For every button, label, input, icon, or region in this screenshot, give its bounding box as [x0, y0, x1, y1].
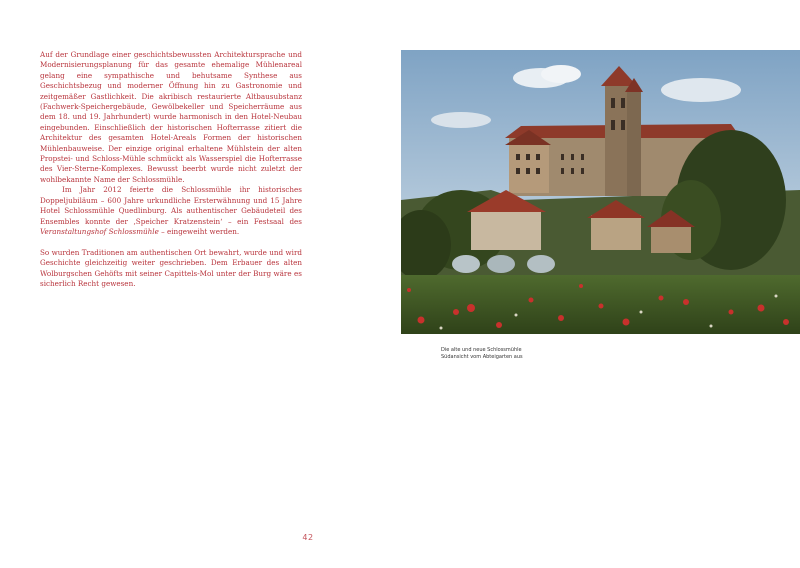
- paragraph-2: [40, 185, 302, 237]
- photo-caption: [441, 347, 641, 361]
- caption-line-1: Die alte und neue Schlossmühle: [441, 347, 522, 353]
- castle-photo-illustration: [401, 50, 800, 334]
- paragraph-2-end: – eingeweiht werden.: [158, 226, 240, 236]
- paragraph-1: Auf der Grundlage einer geschichtsbewussten Architektursprache und Modernisierungsplanung für das gesamte ehemalige Mühlenareal gelang eine sympathische und behutsame Synthese aus Geschichtsbezug und moderner Öffnung hin zu Gastronomie und zeitgemäßer Gastlichkeit. Die akribisch restaurierte Altbausubstanz (Fachwerk-Speichergebäude, Gewölbekeller und Speicherräume aus dem 18. und 19. Jahrhundert) wurde harmonisch in den Hotel-Neubau eingebunden. Einschließlich der historischen Hofterrasse zitiert die Architektur des gesamten Hotel-Areals Formen der historischen Mühlenbauweise. Der einzige original erhaltene Mühlstein der alten Propstei- und Schloss-Mühle schmückt als Wasserspiel die Hofterrasse des Vier-Sterne-Komplexes. Bewusst beerbt wurde nicht zuletzt der wohlbekannte Name der Schlossmühle.: [40, 50, 302, 184]
- paragraph-2-italic-title: Veranstaltungshof Schlossmühle: [40, 226, 159, 236]
- caption-line-2: Südansicht vom Abteigarten aus: [441, 354, 523, 360]
- body-text-column: [40, 50, 302, 289]
- paragraph-2-start: Im Jahr 2012 feierte die Schlossmühle ihr historisches Doppeljubiläum – 600 Jahre urkundliche Ersterwähnung und 15 Jahre Hotel Schlossmühle Quedlinburg. Als authentischer Gebäudeteil des Ensembles konnte der ‚Speicher Kratzenstein‘ – ein Festsaal des: [40, 185, 302, 226]
- paragraph-3: So wurden Traditionen am authentischen Ort bewahrt, wurde und wird Geschichte gleichzeitig weiter geschrieben. Dem Erbauer des alten Wolburgschen Gehöfts mit seiner Capittels-Mol unter der Burg wäre es sicherlich Recht gewesen.: [40, 247, 302, 288]
- page-number: 42: [302, 533, 314, 542]
- castle-photo: [401, 50, 800, 334]
